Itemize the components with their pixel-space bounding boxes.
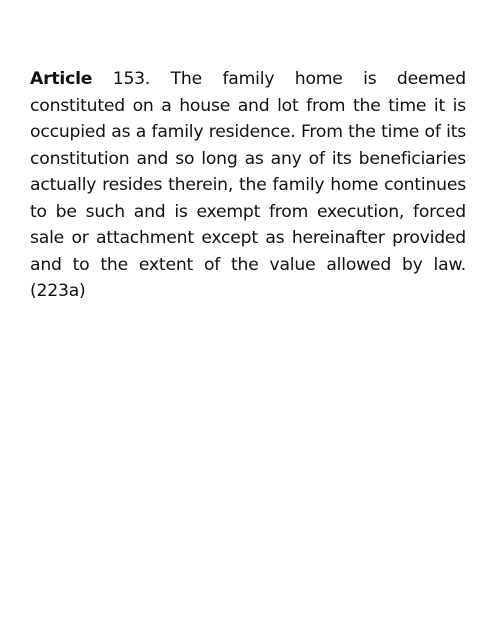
article-paragraph — [30, 66, 466, 305]
article-body: 153. The family home is deemed constituted on a house and lot from the time it is occupied as a family residence. From the time of its constitution and so long as any of its beneficiaries actually resides therein, the family home continues to be such and is exempt from execution, forced sale or attachment except as hereinafter provided and to the extent of the value allowed by law. (223a) — [30, 69, 467, 301]
article-label: Article — [30, 69, 93, 89]
